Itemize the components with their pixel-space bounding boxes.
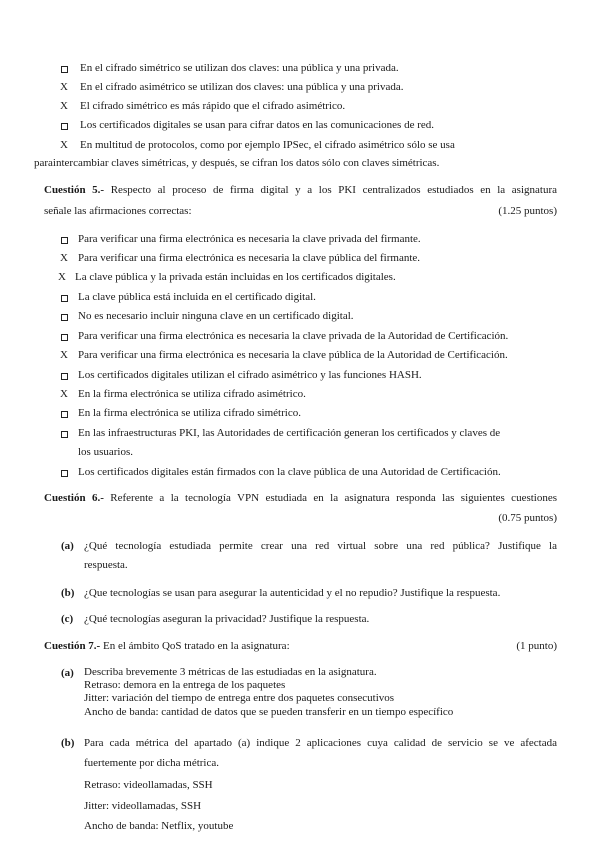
checkbox-unchecked[interactable] <box>61 237 68 244</box>
list-item-continuation: paraintercambiar claves simétricas, y después, se cifran los datos sólo con claves simétricas. <box>34 157 440 169</box>
question-7-label: Cuestión 7.- <box>44 640 101 652</box>
checkbox-unchecked[interactable] <box>61 334 68 341</box>
checkbox-unchecked[interactable] <box>61 295 68 302</box>
x-mark[interactable]: X <box>60 81 68 93</box>
option-item: No es necesario incluir ninguna clave en un certificado digital. <box>78 310 354 322</box>
option-item: En la firma electrónica se utiliza cifrado asimétrico. <box>78 388 306 400</box>
subquestion-a-label: (a) <box>61 540 74 552</box>
subquestion-a-text-2: respuesta. <box>84 559 128 571</box>
checkbox-unchecked[interactable] <box>61 373 68 380</box>
question-6-heading <box>44 491 557 505</box>
list-item: En multitud de protocolos, como por ejemplo IPSec, el cifrado asimétrico sólo se usa <box>80 139 455 151</box>
answer-line: Jitter: variación del tiempo de entrega entre dos paquetes consecutivos <box>84 692 395 704</box>
x-mark[interactable]: X <box>60 100 68 112</box>
answer-line: Jitter: videollamadas, SSH <box>84 800 202 812</box>
x-mark[interactable]: X <box>60 252 68 264</box>
answer-line: Retraso: videollamadas, SSH <box>84 779 213 791</box>
question-6-label: Cuestión 6.- <box>44 492 104 504</box>
list-item: En el cifrado simétrico se utilizan dos claves: una pública y una privada. <box>80 62 399 74</box>
option-item: Los certificados digitales utilizan el cifrado asimétrico y las funciones HASH. <box>78 369 422 381</box>
x-mark[interactable]: X <box>60 139 68 151</box>
checkbox-unchecked[interactable] <box>61 470 68 477</box>
subquestion-a-line: Describa brevemente 3 métricas de las estudiadas en la asignatura. <box>84 666 377 678</box>
question-5-label: Cuestión 5.- <box>44 184 105 196</box>
subquestion-a-text: ¿Qué tecnología estudiada permite crear una red virtual sobre una red pública? Justifique la <box>84 540 557 552</box>
question-7-text: En el ámbito QoS tratado en la asignatura: <box>102 640 290 652</box>
answer-line: Retraso: demora en la entrega de los paquetes <box>84 679 286 691</box>
x-mark[interactable]: X <box>60 349 68 361</box>
subquestion-b-text-2: fuertemente por dicha métrica. <box>84 757 219 769</box>
question-7-points: (1 punto) <box>516 640 557 652</box>
checkbox-unchecked[interactable] <box>61 431 68 438</box>
checkbox-unchecked[interactable] <box>61 314 68 321</box>
option-item: La clave pública está incluida en el certificado digital. <box>78 291 316 303</box>
option-item-continuation: los usuarios. <box>78 446 133 458</box>
question-5-text-2: señale las afirmaciones correctas: <box>44 205 192 217</box>
option-item: En la firma electrónica se utiliza cifrado simétrico. <box>78 407 301 419</box>
option-item: La clave pública y la privada están incluidas en los certificados digitales. <box>75 271 396 283</box>
question-5-heading <box>44 183 557 197</box>
option-item: Para verificar una firma electrónica es necesaria la clave pública de la Autoridad de Certificación. <box>78 349 508 361</box>
x-mark[interactable]: X <box>60 388 68 400</box>
option-item: Los certificados digitales están firmados con la clave pública de una Autoridad de Certificación. <box>78 466 501 478</box>
question-6-points: (0.75 puntos) <box>498 512 557 524</box>
question-7-heading <box>44 639 290 653</box>
x-mark[interactable]: X <box>58 271 66 283</box>
subquestion-b-label: (b) <box>61 587 75 599</box>
question-6-text: Referente a la tecnología VPN estudiada en la asignatura responda las siguientes cuestiones <box>110 492 558 504</box>
question-5-text: Respecto al proceso de firma digital y a los PKI centralizados estudiados en la asignatura <box>110 184 557 196</box>
list-item: En el cifrado asimétrico se utilizan dos claves: una pública y una privada. <box>80 81 404 93</box>
list-item: El cifrado simétrico es más rápido que el cifrado asimétrico. <box>80 100 346 112</box>
option-item: Para verificar una firma electrónica es necesaria la clave privada del firmante. <box>78 233 421 245</box>
subquestion-c-label: (c) <box>61 613 74 625</box>
subquestion-c-text: ¿Qué tecnologías aseguran la privacidad? Justifique la respuesta. <box>84 613 370 625</box>
list-item: Los certificados digitales se usan para cifrar datos en las comunicaciones de red. <box>80 119 434 131</box>
subquestion-b-label: (b) <box>61 737 75 749</box>
checkbox-unchecked[interactable] <box>61 66 68 73</box>
subquestion-b-text: Para cada métrica del apartado (a) indique 2 aplicaciones cuya calidad de servicio se ve afectada <box>84 737 557 749</box>
subquestion-b-text: ¿Que tecnologías se usan para asegurar la autenticidad y el no repudio? Justifique la respuesta. <box>84 587 501 599</box>
question-5-points: (1.25 puntos) <box>498 205 557 217</box>
option-item: Para verificar una firma electrónica es necesaria la clave privada de la Autoridad de Certificación. <box>78 330 509 342</box>
answer-line: Ancho de banda: cantidad de datos que se pueden transferir en un tiempo específico <box>84 706 454 718</box>
option-item: En las infraestructuras PKI, las Autoridades de certificación generan los certificados y claves de <box>78 427 501 439</box>
answer-line: Ancho de banda: Netflix, youtube <box>84 820 234 832</box>
checkbox-unchecked[interactable] <box>61 411 68 418</box>
option-item: Para verificar una firma electrónica es necesaria la clave pública del firmante. <box>78 252 421 264</box>
checkbox-unchecked[interactable] <box>61 123 68 130</box>
subquestion-a-label: (a) <box>61 667 74 679</box>
